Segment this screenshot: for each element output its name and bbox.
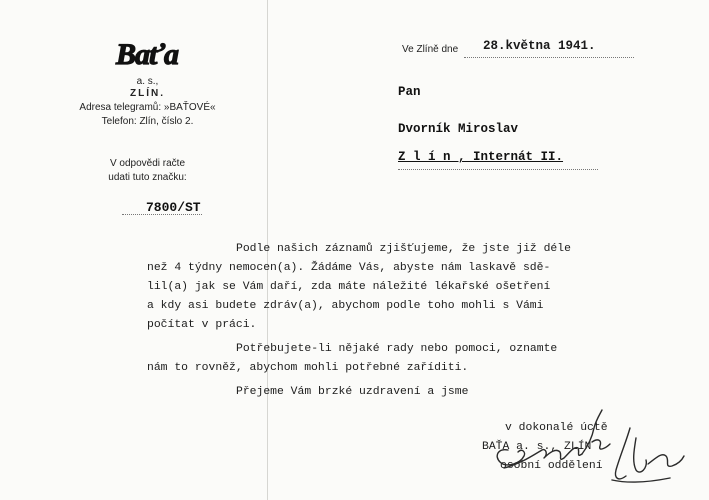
closing-regards: v dokonalé úctě	[505, 422, 608, 434]
recipient-name: Dvorník Miroslav	[398, 122, 519, 136]
reply-note-line2: udati tuto značku:	[108, 172, 187, 183]
paragraph1-line5: počítat v práci.	[147, 319, 257, 331]
recipient-address: Z l í n , Internát II.	[398, 150, 564, 164]
telegram-address: Adresa telegramů: »BAŤOVÉ«	[79, 102, 216, 113]
paragraph1-line1: Podle našich záznamů zjišťujeme, že jste již déle	[236, 243, 571, 255]
date-value: 28.května 1941.	[483, 39, 596, 53]
paragraph1-line4: a kdy asi budete zdráv(a), abychom podle toho mohli s Vámi	[147, 300, 544, 312]
reply-note-line1: V odpovědi račte	[109, 158, 186, 169]
paragraph2-line1: Potřebujete-li nějaké rady nebo pomoci, oznamte	[236, 343, 558, 355]
legal-form: a. s.,	[136, 76, 159, 87]
date-line	[464, 57, 634, 58]
paragraph3: Přejeme Vám brzké uzdravení a jsme	[236, 386, 469, 398]
paragraph2-line2: nám to rovněž, abychom mohli potřebné zaříditi.	[147, 362, 469, 374]
closing-department: osobní oddělení	[500, 460, 603, 472]
city-name: ZLÍN.	[130, 88, 165, 99]
closing-company: BAŤA a. s., ZLÍN	[482, 441, 592, 453]
bata-logo	[92, 40, 202, 70]
address-line	[398, 169, 598, 170]
paragraph1-line3: lil(a) jak se Vám daří, zda máte náležité lékařské ošetření	[147, 281, 551, 293]
paragraph1-line2: než 4 týdny nemocen(a). Žádáme Vás, abyste nám laskavě sdě-	[147, 262, 551, 274]
salutation: Pan	[398, 85, 421, 99]
handwritten-signature	[480, 398, 695, 490]
phone-number: Telefon: Zlín, číslo 2.	[101, 116, 194, 127]
svg-text:Baťa: Baťa	[116, 40, 178, 70]
reference-number: 7800/ST	[146, 200, 201, 215]
date-label: Ve Zlíně dne	[402, 44, 459, 55]
